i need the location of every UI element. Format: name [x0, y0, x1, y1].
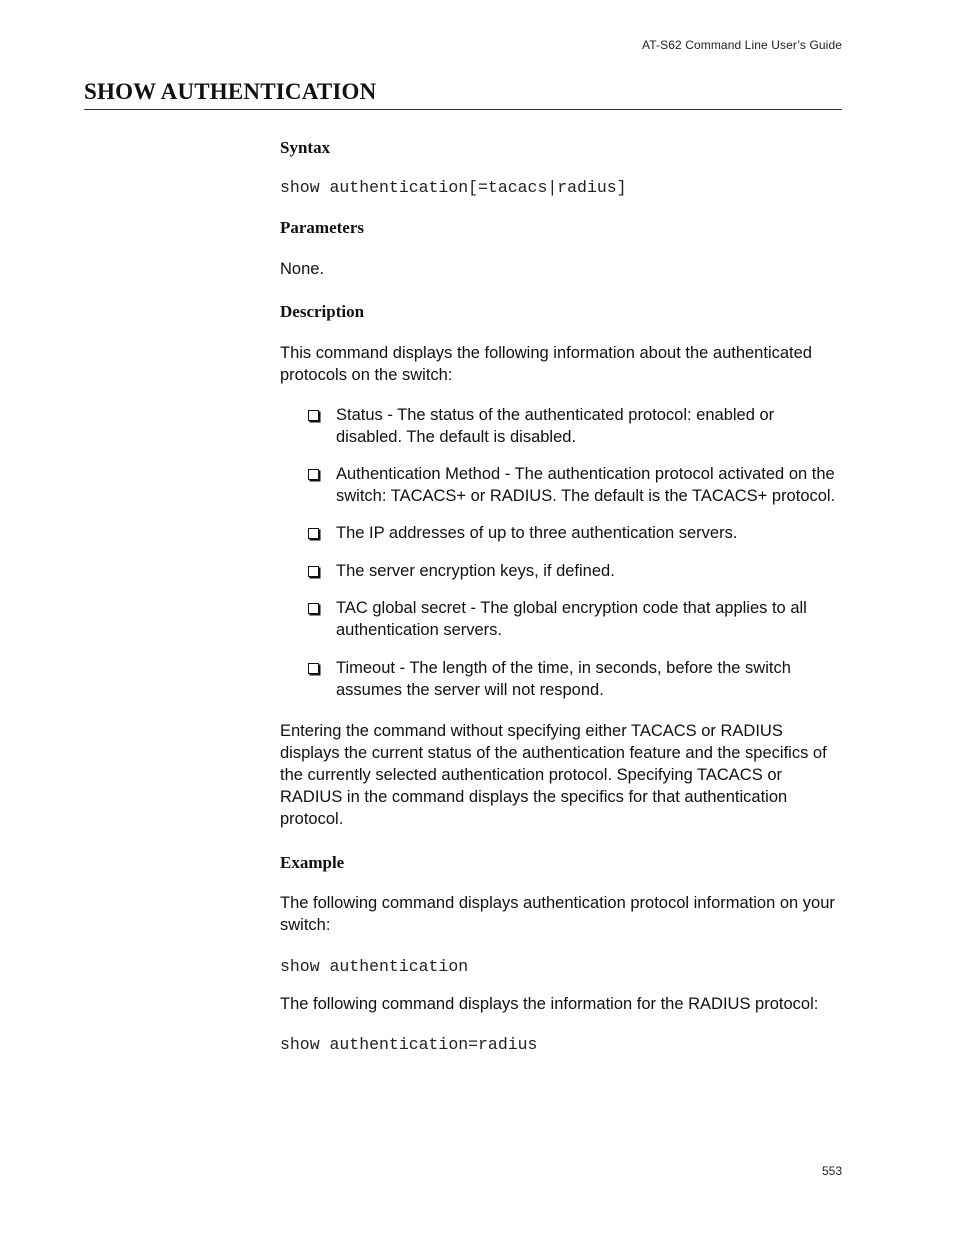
- example-text-2: The following command displays the information for the RADIUS protocol:: [280, 995, 819, 1013]
- list-item: [280, 522, 842, 544]
- checkbox-bullet-icon: [308, 603, 319, 614]
- list-item-text: Status - The status of the authenticated protocol: enabled or disabled. The default is disabled.: [336, 406, 775, 446]
- page-title: SHOW AUTHENTICATION: [84, 79, 377, 104]
- list-item-text: Authentication Method - The authentication protocol activated on the switch: TACACS+ or RADIUS. The default is the TACACS+ protocol.: [336, 465, 836, 505]
- list-item: [280, 657, 842, 701]
- running-header: AT-S62 Command Line User’s Guide: [642, 38, 842, 52]
- description-intro: This command displays the following information about the authenticated protocols on the switch:: [280, 344, 812, 384]
- description-heading: Description: [280, 302, 365, 321]
- description-closing: Entering the command without specifying either TACACS or RADIUS displays the current status of the authentication feature and the specifics of the currently selected authentication protocol. Specifying TACACS or RADIUS in the command displays the specifics for that authentication protocol.: [280, 722, 827, 828]
- list-item: [280, 560, 842, 582]
- list-item-text: TAC global secret - The global encryption code that applies to all authentication servers.: [336, 599, 807, 639]
- example-code-1: show authentication: [280, 957, 469, 976]
- list-item: [280, 597, 842, 641]
- parameters-text: None.: [280, 260, 325, 278]
- example-text-1: The following command displays authentication protocol information on your switch:: [280, 894, 835, 934]
- parameters-heading: Parameters: [280, 218, 365, 237]
- list-item: [280, 404, 842, 448]
- list-item-text: The IP addresses of up to three authentication servers.: [336, 524, 738, 542]
- list-item-text: Timeout - The length of the time, in seconds, before the switch assumes the server will not respond.: [336, 659, 791, 699]
- checkbox-bullet-icon: [308, 528, 319, 539]
- list-item: [280, 463, 842, 507]
- main-content: [280, 137, 842, 1056]
- syntax-heading: Syntax: [280, 138, 331, 157]
- example-code-2: show authentication=radius: [280, 1035, 538, 1054]
- page-number: 553: [821, 1164, 842, 1178]
- checkbox-bullet-icon: [308, 410, 319, 421]
- checkbox-bullet-icon: [308, 469, 319, 480]
- title-rule: [84, 109, 842, 110]
- example-heading: Example: [280, 853, 345, 872]
- list-item-text: The server encryption keys, if defined.: [336, 562, 615, 580]
- checkbox-bullet-icon: [308, 663, 319, 674]
- syntax-code: show authentication[=tacacs|radius]: [280, 178, 627, 197]
- description-bullet-list: [280, 404, 842, 701]
- checkbox-bullet-icon: [308, 566, 319, 577]
